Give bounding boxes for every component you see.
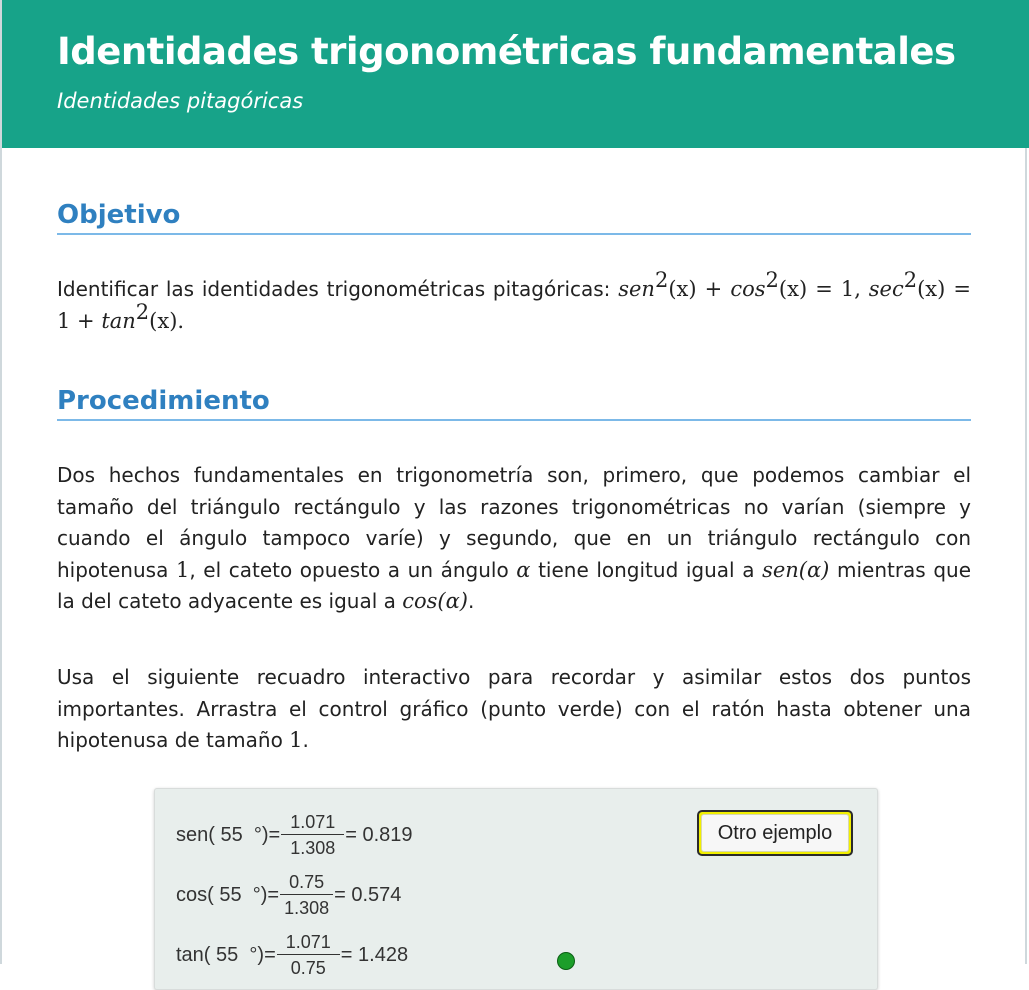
text-run: Dos hechos fundamentales en trigonometría son, primero, que podemos cambiar el tamaño del triángulo rectángulo y las razones trigonométricas no varían (siempre y cuando el ángulo tampoco varíe) y segundo, que en un triángulo rectángulo con hipotenusa [57,463,971,582]
ratio-numerator: 1.071 [281,811,344,835]
otro-ejemplo-label: Otro ejemplo [701,814,849,852]
ratio-denominator: 1.308 [284,898,330,918]
ratio-angle: 55 [216,943,239,966]
page-title: Identidades trigonométricas fundamentales [57,30,956,73]
ratio-fraction [281,811,344,859]
math-alpha: α [516,557,531,582]
objetivo-paragraph [57,268,972,337]
ratio-result: = 1.428 [340,943,409,966]
ratio-unit: °)= [253,823,281,846]
drag-handle-green-point[interactable] [557,952,575,970]
formula-part: (x). [149,308,185,333]
ratio-fraction [280,871,333,919]
ratio-angle: 55 [219,883,242,906]
formula-cos: cos [730,277,766,301]
math-one: 1 [175,557,190,582]
ratio-numerator: 0.75 [280,871,333,895]
formula-sen: sen [618,277,655,301]
exponent: 2 [135,299,150,324]
formula-part: (x) = [917,277,972,301]
text-run: mientras que la del cateto adyacente es igual a [57,557,971,613]
formula-part: (x) + [668,277,731,301]
math-sen: sen [762,557,799,582]
formula-part: (x) = 1, [778,277,861,301]
text-run: , el cateto opuesto a un ángulo [189,557,517,582]
ratio-angle: 55 [220,823,243,846]
formula-sec: sec [868,277,904,301]
interactive-applet [154,788,878,990]
ratio-row-tan [176,930,408,980]
page-subtitle: Identidades pitagóricas [57,89,304,113]
exponent: 2 [903,268,918,292]
ratio-numerator: 1.071 [277,931,340,955]
exponent: 2 [654,268,669,292]
ratio-denominator: 0.75 [290,958,326,978]
text-run: tiene longitud igual a [530,557,763,582]
ratio-result: = 0.819 [345,823,413,846]
math-arg: (α) [798,557,830,582]
procedimiento-paragraph-2 [57,662,971,757]
ratio-function: cos( [176,883,214,906]
section-heading-procedimiento: Procedimiento [57,386,971,421]
math-cos: cos [402,589,438,613]
ratio-row-cos [176,870,401,920]
ratio-unit: °)= [249,943,276,966]
ratio-row-sen [176,810,413,860]
text-run: Usa el siguiente recuadro interactivo para recordar y asimilar estos dos puntos importantes. Arrastra el control gráfico (punto verde) con el ratón hasta obtener una hipotenusa de tamaño [57,665,971,752]
exponent: 2 [765,268,779,292]
otro-ejemplo-button[interactable] [697,810,853,856]
ratio-result: = 0.574 [334,883,402,906]
ratio-unit: °)= [252,883,280,906]
ratio-fraction [277,931,340,979]
objetivo-text: Identificar las identidades trigonométricas pitagóricas: [57,277,611,301]
text-run: . [468,589,475,613]
formula-tan: tan [101,308,136,333]
ratio-denominator: 1.308 [290,838,336,858]
page-header [2,0,1029,148]
section-heading-objetivo: Objetivo [57,200,971,235]
math-arg: (α) [437,589,468,613]
text-run: . [302,728,309,752]
formula-part: 1 + [57,308,102,333]
ratio-function: tan( [176,943,211,966]
ratio-function: sen( [176,823,215,846]
math-one: 1 [289,728,303,752]
procedimiento-paragraph-1 [57,460,971,618]
